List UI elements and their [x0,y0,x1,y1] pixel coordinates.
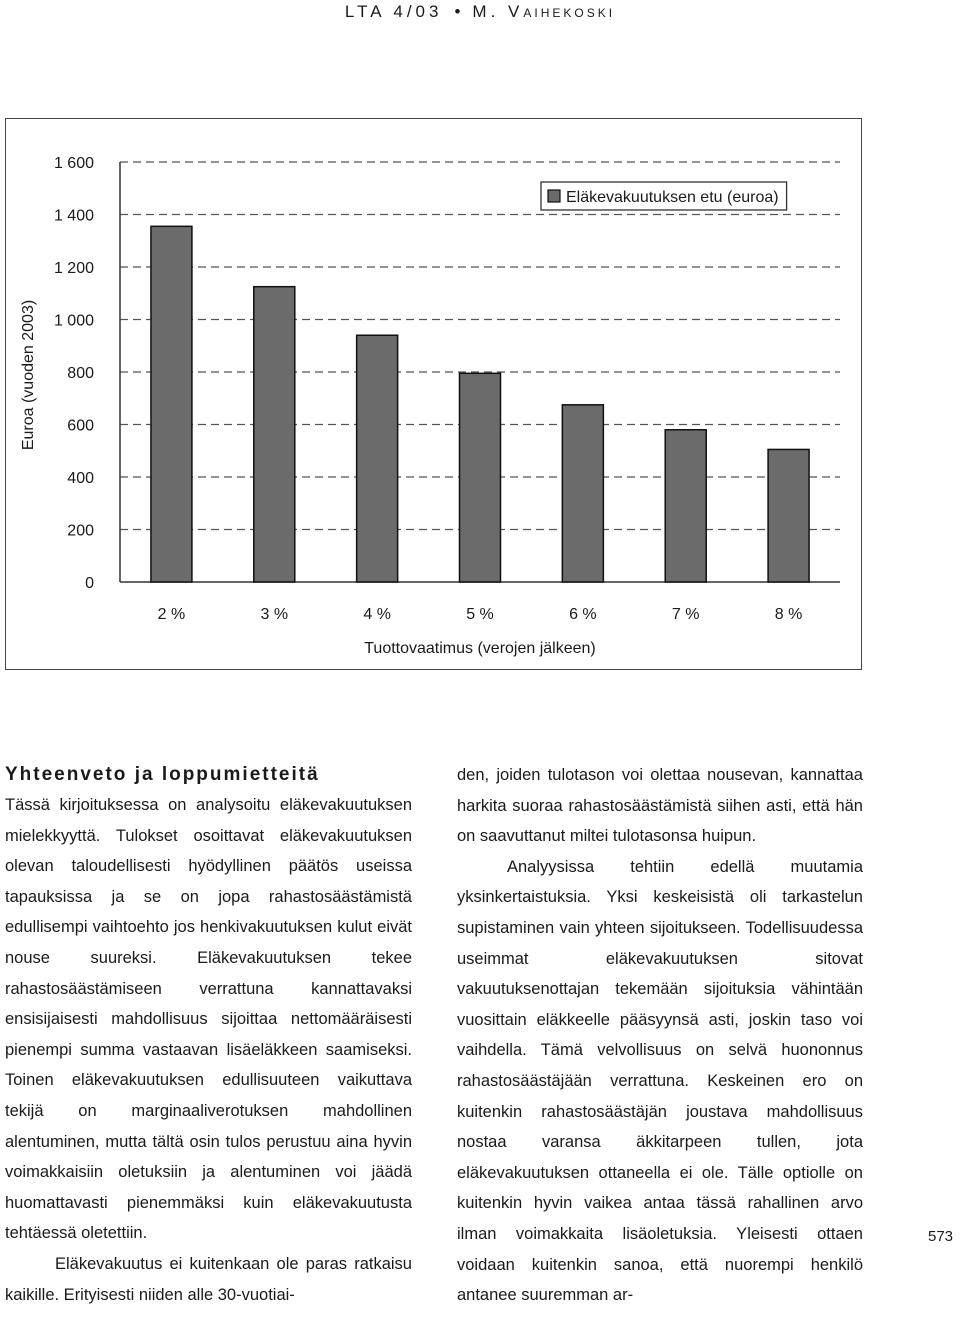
x-tick-label: 4 % [363,606,391,623]
legend-swatch [548,190,560,202]
section-heading: Yhteenveto ja loppumietteitä [5,764,320,785]
y-tick-label: 400 [67,470,94,487]
y-tick-label: 0 [85,575,94,592]
x-tick-label: 6 % [569,606,597,623]
y-tick-label: 600 [67,417,94,435]
y-tick-label: 1 400 [53,207,94,225]
left-column [5,760,412,1310]
page-number: 573 [928,1228,954,1245]
bar [254,287,295,582]
y-tick-label: 800 [67,365,94,382]
author-surname: AIHEKOSKI [523,6,616,20]
x-tick-label: 2 % [157,606,186,623]
left-paragraph-2: Eläkevakuutus ei kuitenkaan ole paras ratkaisu kaikille. Erityisesti niiden alle 30-vuotiai- [5,1254,412,1304]
bar [768,449,809,582]
x-tick-label: 8 % [774,606,803,623]
author-first-letter: V [508,2,524,21]
header-separator: • [454,2,461,21]
bar [151,226,192,582]
bar [357,335,398,582]
x-tick-label: 7 % [671,606,700,623]
bar [562,405,603,582]
journal-issue: LTA 4/03 [344,2,443,21]
author-initial: M. [472,2,500,21]
y-axis-label: Euroa (vuoden 2003) [20,299,37,451]
legend-label: Eläkevakuutuksen etu (euroa) [566,189,779,206]
x-axis-label: Tuottovaatimus (verojen jälkeen) [364,640,596,657]
right-paragraph-2: Analyysissa tehtiin edellä muutamia yksinkertaistuksia. Yksi keskeisistä oli tarkastelun supistaminen vain yhteen sijoitukseen. Todellisuudessa useimmat eläkevakuutuksen sitovat vakuutuksenottajan tekemään sijoituksia vähintään vuosittain eläkkeelle pääsyynsä asti, joskin taso voi vaihdella. Tämä velvollisuus on selvä huononnus rahastosäästäjään verrattuna. Keskeinen ero on kuitenkin rahastosäästäjän joustava mahdollisuus nostaa varansa äkkitarpeen tullen, jota eläkevakuutuksen ottaneella ei ole. Tälle optiolle on kuitenkin hyvin vaikea antaa tässä rahallinen arvo ilman voimakkaita lisäoletuksia. Yleisesti ottaen voidaan kuitenkin sanoa, että nuorempi henkilö antanee suuremman ar- [457,857,863,1305]
y-tick-label: 1 600 [53,155,94,172]
bar [460,373,501,582]
y-tick-label: 1 000 [53,312,94,330]
x-tick-label: 3 % [260,606,289,623]
bar [665,430,706,582]
right-column [457,760,863,1311]
left-paragraph-1: Tässä kirjoituksessa on analysoitu eläkevakuutuksen mielekkyyttä. Tulokset osoittavat eläkevakuutuksen olevan taloudellisesti hyödyllinen päätös useissa tapauksissa ja se on jopa rahastosäästämistä edullisempi vaihtoehto jos henkivakuutuksen kulut eivät nouse suureksi. Eläkevakuutuksen tekee rahastosäästämiseen verrattuna kannattavaksi ensisijaisesti mahdollisuus sijoittaa nettomääräisesti pienempi summa vastaavan lisäeläkkeen saamiseksi. Toinen eläkevakuutuksen edullisuuteen vaikuttava tekijä on marginaaliverotuksen mahdollinen alentuminen, mutta tältä osin tulos perustuu aina hyvin voimakkaisiin oletuksiin ja alentuminen voi jäädä huomattavasti pienemmäksi kuin eläkevakuutusta tehtäessä oletettiin. [5,796,412,1243]
x-tick-label: 5 % [466,606,494,623]
y-tick-label: 1 200 [53,260,94,277]
y-tick-label: 200 [67,522,94,540]
right-paragraph-1: den, joiden tulotason voi olettaa nousevan, kannattaa harkita suoraa rahastosäästämistä siihen asti, että hän on saavuttanut miltei tulotasonsa huipun. [457,766,863,846]
